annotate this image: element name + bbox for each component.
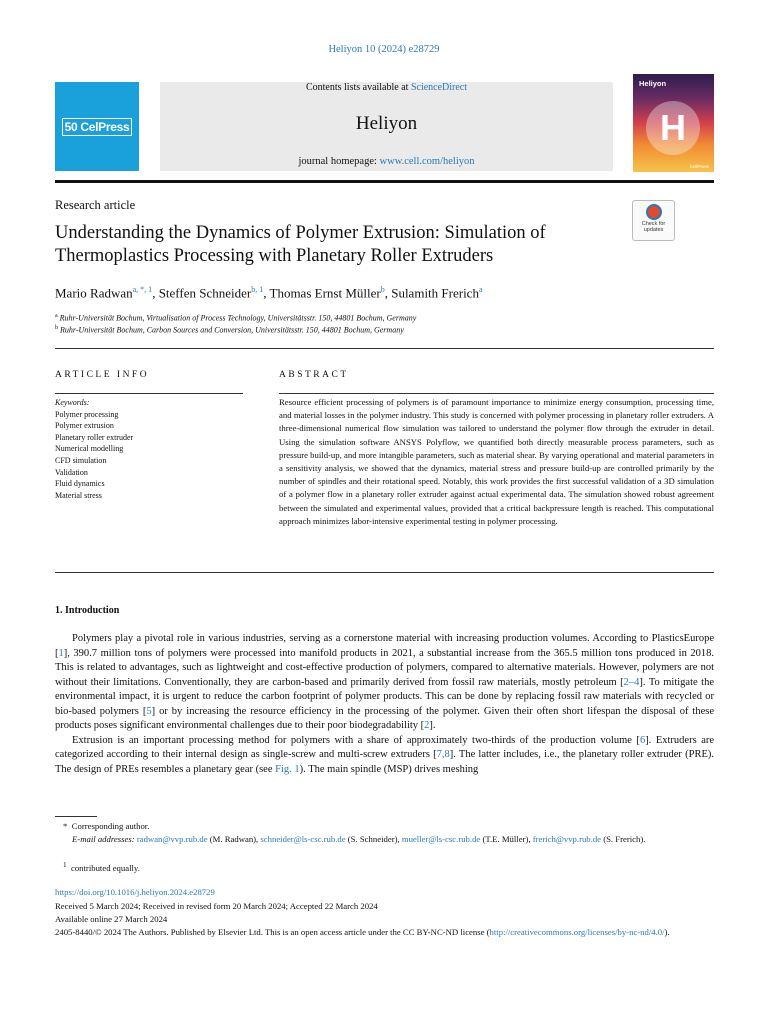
- keyword: Polymer extrusion: [55, 421, 114, 431]
- affiliation-text: Ruhr-Universität Bochum, Carbon Sources and Conversion, Universitätsstr. 150, 44801 Bochum, Germany: [60, 325, 404, 335]
- updates-label: Check for updates: [641, 221, 666, 233]
- paragraph: [55, 734, 714, 778]
- author-name[interactable]: Thomas Ernst Müller: [269, 285, 381, 301]
- citation-link[interactable]: 6: [639, 734, 646, 746]
- license-text: 2405-8440/© 2024 The Authors. Published by Elsevier Ltd. This is an open access article under the CC BY-NC-ND license (: [55, 927, 490, 937]
- citation-link[interactable]: 2–4: [623, 676, 640, 688]
- email-owner: (M. Radwan),: [207, 834, 261, 844]
- cover-title: Heliyon: [639, 79, 667, 88]
- cellpress-logo: [55, 82, 139, 171]
- affiliation-divider: [55, 348, 714, 349]
- paragraph: [55, 632, 714, 734]
- license-statement: [55, 926, 714, 939]
- author-sup[interactable]: a, *, 1: [132, 285, 153, 294]
- author-list: [55, 285, 483, 301]
- keyword: CFD simulation: [55, 455, 107, 465]
- author-sep: ,: [384, 285, 392, 301]
- email-link[interactable]: frerich@vvp.rub.de: [532, 834, 602, 844]
- footnote-text: contributed equally.: [70, 862, 140, 873]
- sciencedirect-link[interactable]: ScienceDirect: [410, 82, 468, 93]
- journal-name: Heliyon: [355, 113, 418, 134]
- affiliation-sup: b: [55, 325, 58, 331]
- abstract-text: Resource efficient processing of polymers is of paramount importance to minimize energy consumption, processing time, and material losses in the polymer industry. This study is concerned with polymer processing in planetary roller extruders. A three-dimensional numerical flow simulation was tailored to understand the polymer flow through the extruder in detail. Using the simulation software ANSYS Polyflow, we quantified both directly measurable process parameters, such as pressure build-up, and more intangible parameters, such as material shear. By varying operational and material parameters in a sensitivity analysis, we showed that the dynamics, material stress and pressure build-up are controlled primarily by the number of spindles and their rotational speed. Notably, this work provides the first successful validation of a 3D simulation of a polymer flow in a planetary roller extruder against actual experimental data. The simulation showed robust agreement between the simulated and experimental values, provided that a critical backpressure length is reached. This computational approach minimizes labor-intensive experimental testing in polymer processing.: [279, 397, 714, 526]
- footnote-text: Corresponding author.: [71, 821, 150, 831]
- citation-link[interactable]: 7,8: [436, 749, 450, 760]
- text-run: ]. The latter includes, i.e., the planetary roller extruder (PRE). The design of PREs resembles a planetary gear (see: [55, 749, 715, 775]
- email-link[interactable]: schneider@ls-csc.rub.de: [260, 834, 346, 844]
- citation-link[interactable]: 2: [424, 720, 430, 731]
- author-sup[interactable]: a: [478, 285, 483, 294]
- check-for-updates-button[interactable]: [632, 200, 675, 241]
- article-info-heading: ARTICLE INFO: [55, 370, 150, 380]
- email-link[interactable]: radwan@vvp.rub.de: [136, 834, 208, 844]
- license-end: ).: [664, 927, 670, 937]
- text-run: ], 390.7 million tons of polymers were processed into manifold products in 2021, a substantial increase from the 365.5 million tons produced in 2018. This is related to advantages, such as lightweight and cost-effective production of polymers, compared to alternative materials. However, polymers are not without their limitations. Conventionally, they are carbon-based and primarily derived from fossil raw materials, mostly petroleum [: [55, 647, 714, 688]
- keyword: Material stress: [55, 490, 102, 500]
- email-owner: (T.E. Müller),: [480, 834, 533, 844]
- text-run: ] or by increasing the resource efficiency in the processing of the polymer. Given their often short lifespan the disposal of these products poses significant environmental challenges due to their poor biodegradability [: [55, 705, 714, 731]
- abstract-rule: [279, 393, 714, 394]
- cover-letter: H: [660, 107, 686, 148]
- homepage-prefix: journal homepage:: [298, 156, 380, 167]
- citation-link[interactable]: 1: [58, 647, 64, 659]
- received-dates: Received 5 March 2024; Received in revised form 20 March 2024; Accepted 22 March 2024: [55, 901, 378, 911]
- footnote-emails: [55, 833, 714, 846]
- keywords-label: Keywords:: [55, 398, 90, 407]
- author-name[interactable]: Steffen Schneider: [158, 285, 252, 301]
- bookmark-icon: [646, 204, 662, 220]
- journal-reference[interactable]: Heliyon 10 (2024) e28729: [328, 44, 440, 55]
- author-sep: ,: [263, 285, 270, 301]
- cellpress-logo-text: 50 CelPress: [62, 118, 133, 136]
- journal-cover[interactable]: [633, 74, 714, 172]
- cover-footer: CellPress: [689, 164, 709, 169]
- keyword: Fluid dynamics: [55, 479, 105, 489]
- text-run: ). The main spindle (MSP) drives meshing: [299, 763, 479, 775]
- text-run: ].: [429, 720, 436, 731]
- text-run: ]. Extruders are categorized according to their internal design as single-screw and multi-screw extruders [: [55, 734, 715, 760]
- text-run: Extrusion is an important processing method for polymers with a share of approximately two-thirds of the production volume [: [72, 734, 640, 746]
- section-heading-introduction: 1. Introduction: [55, 605, 120, 616]
- figure-link[interactable]: Fig. 1: [275, 763, 300, 775]
- keyword: Numerical modelling: [55, 444, 124, 454]
- text-run: ]. To mitigate the environmental impact, it is urgent to reduce the carbon footprint of polymer products. This can be done by replacing fossil raw materials with recycled or bio-based polymers [: [55, 676, 714, 717]
- affiliation: [55, 313, 416, 323]
- affiliation: [55, 325, 404, 335]
- introduction-body: [55, 632, 714, 777]
- license-link[interactable]: http://creativecommons.org/licenses/by-nc-nd/4.0/: [489, 927, 665, 937]
- email-owner: (S. Schneider),: [345, 834, 402, 844]
- footnote-equal: [55, 859, 714, 875]
- email-label: E-mail addresses:: [72, 834, 135, 844]
- abstract-divider: [55, 572, 714, 573]
- doi-link[interactable]: https://doi.org/10.1016/j.heliyon.2024.e28729: [55, 887, 215, 897]
- article-type: Research article: [55, 198, 136, 212]
- keywords-block: [55, 397, 133, 501]
- contents-line: [160, 82, 613, 93]
- homepage-line: [160, 156, 613, 167]
- text-run: Polymers play a pivotal role in various industries, serving as a cornerstone material with increasing production volumes. According to PlasticsEurope [: [55, 633, 714, 659]
- homepage-link[interactable]: www.cell.com/heliyon: [379, 156, 475, 167]
- article-title: Understanding the Dynamics of Polymer Extrusion: Simulation of Thermoplastics Processing with Planetary Roller Extruders: [55, 223, 546, 266]
- keyword: Validation: [55, 467, 88, 477]
- email-link[interactable]: mueller@ls-csc.rub.de: [401, 834, 481, 844]
- cover-logo-icon: [646, 101, 700, 155]
- article-info-rule: [55, 393, 243, 394]
- affiliation-sup: a: [55, 313, 58, 319]
- affiliation-text: Ruhr-Universität Bochum, Virtualisation of Process Technology, Universitätsstr. 150, 44801 Bochum, Germany: [59, 313, 417, 323]
- footnote-corresponding: [55, 820, 714, 833]
- keyword: Planetary roller extruder: [55, 432, 134, 442]
- author-name[interactable]: Sulamith Frerich: [391, 285, 479, 301]
- author-sup[interactable]: b, 1: [251, 285, 264, 294]
- journal-header: [160, 82, 613, 171]
- footnote-rule: [55, 816, 97, 817]
- citation-link[interactable]: 5: [146, 705, 152, 717]
- footnote-mark: *: [63, 821, 68, 831]
- contents-prefix: Contents lists available at: [305, 82, 411, 93]
- author-sep: ,: [152, 285, 159, 301]
- header-divider: [55, 180, 714, 183]
- abstract-heading: ABSTRACT: [279, 370, 349, 380]
- footnote-mark: 1: [63, 861, 67, 869]
- email-owner: (S. Frerich).: [601, 834, 646, 844]
- author-name[interactable]: Mario Radwan: [55, 285, 133, 301]
- keyword: Polymer processing: [55, 409, 119, 419]
- author-sup[interactable]: b: [380, 285, 385, 294]
- available-online: Available online 27 March 2024: [55, 914, 168, 924]
